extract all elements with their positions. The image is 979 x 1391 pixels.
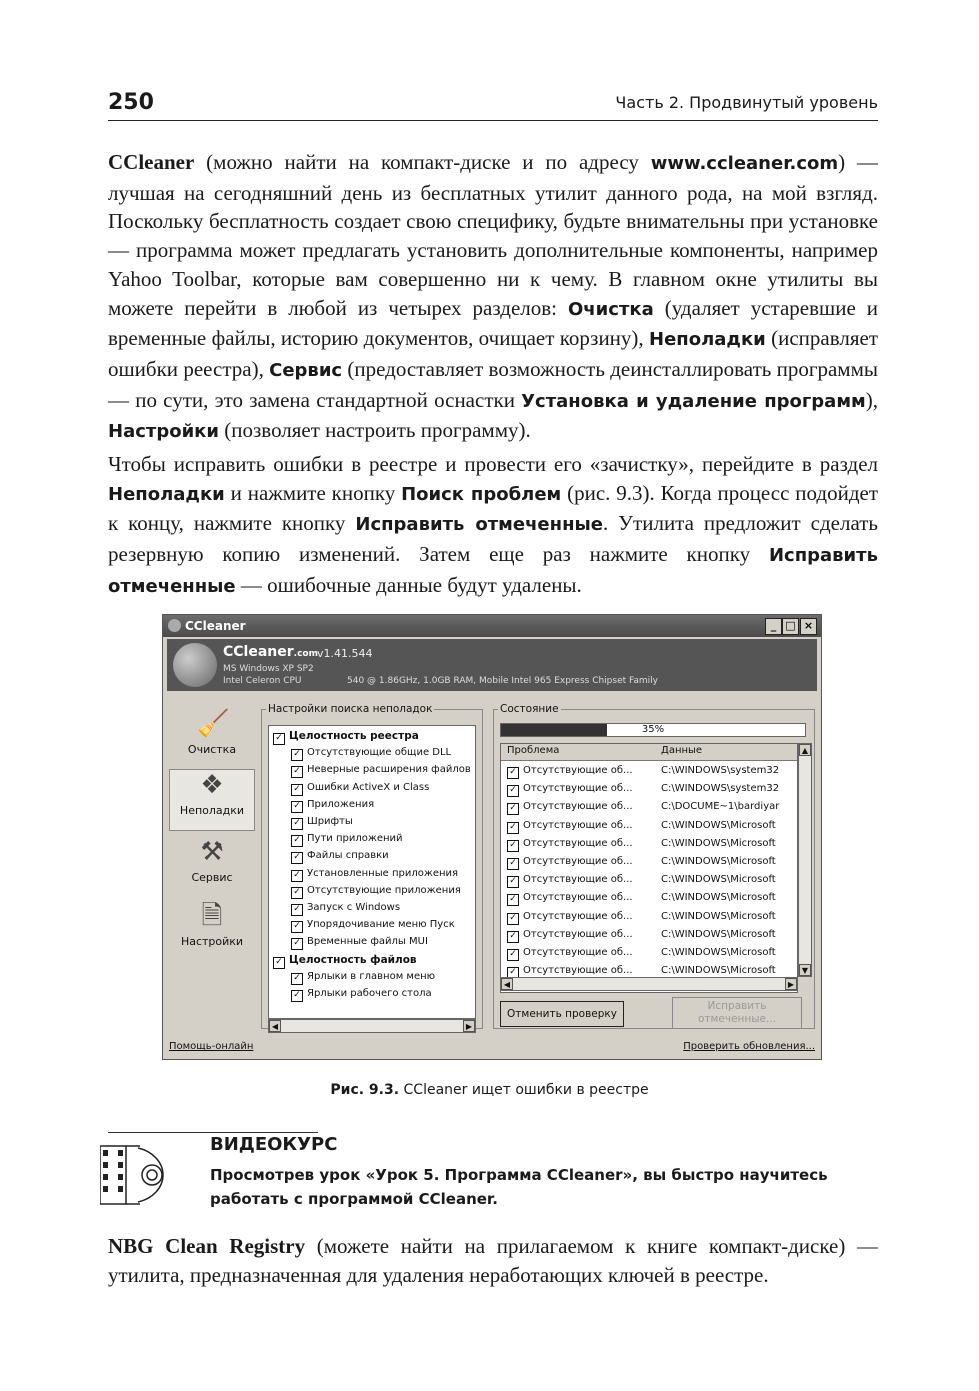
term-fix-selected: Исправить отмеченные: [355, 514, 603, 536]
list-item[interactable]: [501, 762, 797, 780]
tree-group[interactable]: [273, 952, 417, 968]
videocourse-title: ВИДЕОКУРС: [210, 1134, 338, 1155]
scroll-right-icon[interactable]: ▶: [785, 978, 797, 990]
registry-icon: ❖: [200, 770, 224, 800]
problem-text: Отсутствующие об...: [523, 837, 633, 849]
checkbox[interactable]: ✓: [291, 870, 303, 882]
checkbox[interactable]: ✓: [291, 784, 303, 796]
tree-hscrollbar[interactable]: [268, 1019, 476, 1033]
tree-item-label: Установленные приложения: [307, 867, 459, 879]
list-item[interactable]: [501, 835, 797, 853]
nav-tools[interactable]: [169, 837, 255, 899]
list-item[interactable]: [501, 798, 797, 816]
tree-item[interactable]: [291, 917, 455, 933]
url-ccleaner: www.ccleaner.com: [650, 153, 839, 174]
text: (удаляет устаревшие и временные файлы, историю документов, очищает корзину),: [108, 295, 878, 351]
broom-icon: 🧹: [197, 709, 230, 739]
term-nbg: NBG Clean Registry: [108, 1234, 306, 1258]
text: (можно найти на компакт-диске и по адресу: [194, 150, 651, 174]
text: (рис. 9.3). Когда процесс подойдет к концу, нажмите кнопку: [108, 480, 879, 536]
nav-label: Очистка: [187, 743, 237, 756]
checkbox[interactable]: ✓: [291, 766, 303, 778]
tools-icon: ⚒: [200, 837, 224, 867]
ccleaner-window: [162, 614, 822, 1060]
scan-progress-bar: [500, 723, 806, 737]
checkbox[interactable]: ✓: [291, 938, 303, 950]
checkbox[interactable]: ✓: [291, 835, 303, 847]
tree-item-label: Ярлыки в главном меню: [307, 970, 436, 982]
list-item[interactable]: [501, 853, 797, 871]
page-header: [108, 90, 878, 121]
app-banner: [167, 639, 817, 691]
checkbox[interactable]: ✓: [507, 822, 519, 834]
data-cell: C:\WINDOWS\system32: [661, 765, 780, 776]
checkbox[interactable]: ✓: [291, 921, 303, 933]
checkbox[interactable]: ✓: [291, 973, 303, 985]
tree-item-label: Отсутствующие приложения: [307, 884, 461, 896]
problem-text: Отсутствующие об...: [523, 965, 633, 977]
checkbox[interactable]: ✓: [507, 967, 519, 979]
app-name: [223, 644, 318, 660]
checkbox[interactable]: ✓: [507, 803, 519, 815]
caption-text: CCleaner ищет ошибки в реестре: [399, 1082, 649, 1098]
tree-item-label: Отсутствующие общие DLL: [307, 747, 452, 759]
tree-item[interactable]: [291, 797, 374, 813]
text: — ошибочные данные будут удалены.: [235, 572, 582, 597]
data-cell: C:\WINDOWS\Microsoft: [661, 874, 776, 886]
term-ccleaner: CCleaner: [108, 150, 195, 174]
tree-item-label: Запуск с Windows: [307, 902, 401, 913]
minimize-button[interactable]: _: [765, 618, 782, 635]
term-cleanup: Очистка: [568, 298, 654, 320]
checkbox[interactable]: ✓: [291, 818, 303, 830]
problem-text: Отсутствующие об...: [523, 819, 633, 831]
tree-item-label: Файлы справки: [307, 850, 389, 862]
state-group: [493, 703, 815, 1029]
tree-item-label: Ошибки ActiveX и Class: [307, 781, 430, 793]
problem-text: Отсутствующие об...: [523, 765, 633, 776]
checkbox[interactable]: ✓: [507, 876, 519, 888]
problem-cell: [507, 780, 633, 798]
app-icon: [168, 619, 181, 632]
status-bar: [167, 1039, 817, 1055]
term-add-remove: Установка и удаление программ: [521, 390, 866, 412]
state-legend: Состояние: [500, 703, 559, 715]
tree-item[interactable]: [291, 900, 400, 916]
fix-selected-button[interactable]: [672, 997, 802, 1029]
checkbox[interactable]: ✓: [507, 858, 519, 870]
checkbox[interactable]: ✓: [291, 749, 303, 761]
nav-label: Настройки: [180, 935, 244, 948]
app-domain: .com: [293, 649, 318, 659]
data-cell: C:\WINDOWS\Microsoft: [661, 856, 776, 867]
col-data[interactable]: Данные: [661, 745, 703, 756]
problem-text: Отсутствующие об...: [523, 783, 633, 795]
nav-label: Неполадки: [179, 804, 245, 817]
problem-text: Отсутствующие об...: [523, 892, 633, 904]
maximize-button[interactable]: □: [782, 618, 799, 635]
problem-cell: [507, 908, 633, 926]
problem-text: Отсутствующие об...: [523, 856, 633, 867]
data-cell: C:\DOCUME~1\bardiyar: [661, 801, 780, 813]
term-issues: Неполадки: [108, 483, 225, 505]
tree-item-label: Приложения: [307, 798, 375, 810]
list-header: [501, 744, 797, 761]
data-cell: C:\WINDOWS\system32: [661, 783, 780, 795]
problem-cell: [507, 871, 633, 889]
scroll-left-icon[interactable]: ◀: [501, 978, 513, 990]
text: Чтобы исправить ошибки в реестре и провести его «зачистку», перейдите в раздел: [108, 452, 878, 476]
ccleaner-logo-icon: [173, 643, 217, 687]
paragraph-instructions: [108, 450, 878, 602]
data-cell: C:\WINDOWS\Microsoft: [661, 947, 776, 958]
col-problem[interactable]: Проблема: [507, 745, 560, 756]
window-titlebar[interactable]: [163, 615, 821, 637]
checkbox[interactable]: ✓: [291, 990, 303, 1002]
list-vscrollbar[interactable]: [798, 743, 812, 977]
running-head: Часть 2. Продвинутый уровень: [615, 93, 878, 112]
data-cell: C:\WINDOWS\Microsoft: [661, 965, 776, 977]
scan-settings-legend: Настройки поиска неполадок: [268, 703, 433, 715]
scroll-right-icon[interactable]: ▶: [463, 1020, 475, 1032]
check-updates-link[interactable]: Проверить обновления...: [683, 1041, 815, 1052]
tree-item-label: Целостность файлов: [289, 953, 417, 966]
settings-icon: 🗎: [201, 901, 223, 931]
text: (исправляет ошибки реестра),: [108, 326, 878, 381]
scroll-down-icon[interactable]: ▼: [799, 964, 811, 976]
scroll-up-icon[interactable]: ▲: [799, 744, 811, 756]
checkbox[interactable]: ✓: [507, 931, 519, 943]
text: (позволяет настроить программу).: [219, 418, 531, 443]
text: (предоставляет возможность деинсталлировать программы — по сути, это замена стандартной оснастки: [108, 356, 878, 412]
term-options: Настройки: [108, 421, 220, 443]
nav-issues[interactable]: [169, 769, 255, 831]
window-title: CCleaner: [185, 619, 246, 633]
list-item[interactable]: [501, 780, 797, 798]
paragraph-nbg: [108, 1232, 878, 1289]
tree-item[interactable]: [291, 780, 429, 796]
tree-item[interactable]: [291, 848, 389, 864]
tree-item-label: Шрифты: [307, 816, 353, 827]
fix-label-2: отмеченные...: [697, 1013, 777, 1025]
problems-list: [500, 743, 798, 993]
problem-cell: [507, 762, 633, 780]
list-item[interactable]: [501, 926, 797, 944]
tree-item[interactable]: [291, 866, 458, 882]
checkbox[interactable]: ✓: [291, 852, 303, 864]
problem-cell: [507, 926, 633, 944]
checkbox[interactable]: ✓: [507, 949, 519, 961]
figure-caption: [0, 1082, 979, 1098]
nav-options[interactable]: [169, 901, 255, 963]
problem-cell: [507, 889, 633, 907]
data-cell: C:\WINDOWS\Microsoft: [661, 892, 776, 904]
paragraph-ccleaner: [108, 148, 878, 447]
checkbox[interactable]: ✓: [273, 733, 285, 745]
caption-label: Рис. 9.3.: [330, 1082, 400, 1098]
progress-label: 35%: [641, 724, 665, 735]
problem-cell: [507, 817, 633, 835]
close-button[interactable]: ×: [800, 618, 817, 635]
tree-item-label: Ярлыки рабочего стола: [307, 988, 432, 999]
term-fix-selected: Исправить отмеченные: [108, 545, 878, 597]
problem-text: Отсутствующие об...: [523, 801, 633, 813]
nav-cleanup[interactable]: [169, 709, 255, 771]
list-item[interactable]: [501, 908, 797, 926]
problem-text: Отсутствующие об...: [523, 947, 633, 958]
checkbox[interactable]: ✓: [291, 801, 303, 813]
nav-label: Сервис: [191, 871, 233, 884]
tree-item[interactable]: [291, 762, 471, 778]
checkbox[interactable]: ✓: [507, 913, 519, 925]
tree-item-label: Пути приложений: [307, 833, 403, 845]
tree-item-label: Упорядочивание меню Пуск: [307, 919, 455, 931]
data-cell: C:\WINDOWS\Microsoft: [661, 928, 776, 940]
tree-group[interactable]: [273, 728, 419, 744]
tree-item[interactable]: [291, 831, 403, 847]
term-tools: Сервис: [269, 359, 343, 381]
checkbox[interactable]: ✓: [291, 904, 303, 916]
text: . Утилита предложит сделать резервную копию изменений. Затем еще раз нажмите кнопку: [108, 511, 878, 567]
videocourse-rule: [108, 1132, 318, 1133]
term-issues: Неполадки: [649, 329, 766, 351]
problem-cell: [507, 798, 633, 816]
list-item[interactable]: [501, 944, 797, 962]
checkbox[interactable]: ✓: [291, 887, 303, 899]
cancel-scan-button[interactable]: Отменить проверку: [500, 1001, 624, 1027]
tree-item-label: Временные файлы MUI: [307, 936, 428, 948]
scroll-left-icon[interactable]: ◀: [269, 1020, 281, 1032]
hardware-info: 540 @ 1.86GHz, 1.0GB RAM, Mobile Intel 965 Express Chipset Family: [347, 676, 658, 686]
checkbox[interactable]: ✓: [273, 957, 285, 969]
checkbox[interactable]: ✓: [507, 785, 519, 797]
scan-settings-group: [261, 703, 483, 1029]
video-disc-icon: [100, 1140, 190, 1210]
problem-cell: [507, 853, 633, 871]
problem-cell: [507, 944, 633, 962]
text: и нажмите кнопку: [224, 480, 402, 505]
data-cell: C:\WINDOWS\Microsoft: [661, 819, 776, 831]
checkbox[interactable]: ✓: [507, 894, 519, 906]
checkbox[interactable]: ✓: [507, 767, 519, 779]
tree-item-label: Неверные расширения файлов: [307, 764, 471, 776]
app-name-text: CCleaner: [223, 644, 294, 660]
problem-text: Отсутствующие об...: [523, 910, 633, 922]
fix-label-1: Исправить: [707, 1000, 767, 1012]
list-hscrollbar[interactable]: [500, 977, 798, 991]
tree-item[interactable]: [291, 745, 451, 761]
help-online-link[interactable]: Помощь-онлайн: [169, 1041, 254, 1052]
problem-text: Отсутствующие об...: [523, 874, 633, 886]
tree-item[interactable]: [291, 969, 435, 985]
page-number: 250: [108, 90, 154, 115]
list-item[interactable]: [501, 871, 797, 889]
problem-cell: [507, 835, 633, 853]
problem-text: Отсутствующие об...: [523, 928, 633, 940]
tree-item[interactable]: [291, 814, 353, 830]
app-version: v1.41.544: [317, 647, 373, 660]
checkbox[interactable]: ✓: [507, 840, 519, 852]
os-info: MS Windows XP SP2: [223, 664, 314, 674]
settings-tree: [268, 725, 476, 1019]
data-cell: C:\WINDOWS\Microsoft: [661, 837, 776, 849]
tree-item[interactable]: [291, 883, 461, 899]
list-item[interactable]: [501, 817, 797, 835]
tree-item[interactable]: [291, 934, 428, 950]
tree-item-label: Целостность реестра: [289, 730, 419, 742]
tree-item[interactable]: [291, 986, 432, 1002]
text: ),: [865, 387, 878, 412]
text: ) — лучшая на сегодняшний день из бесплатных утилит данного рода, на мой взгляд. Поскольку бесплатность создает свою специфику, будьте внимательны при установке — программа может предлагать установить дополнительные компоненты, например Yahoo Toolbar, которые вам совершенно ни к чему. В главном окне утилиты вы можете перейти в любой из четырех разделов:: [108, 150, 878, 320]
cpu-info: Intel Celeron CPU: [223, 676, 302, 686]
text: (можете найти на прилагаемом к книге компакт-диске) — утилита, предназначенная для удаления неработающих ключей в реестре.: [108, 1234, 878, 1287]
data-cell: C:\WINDOWS\Microsoft: [661, 910, 776, 922]
list-item[interactable]: [501, 889, 797, 907]
videocourse-text: Просмотрев урок «Урок 5. Программа CCleaner», вы быстро научитесь работать с программой CCleaner.: [210, 1166, 828, 1208]
term-scan: Поиск проблем: [401, 483, 562, 505]
